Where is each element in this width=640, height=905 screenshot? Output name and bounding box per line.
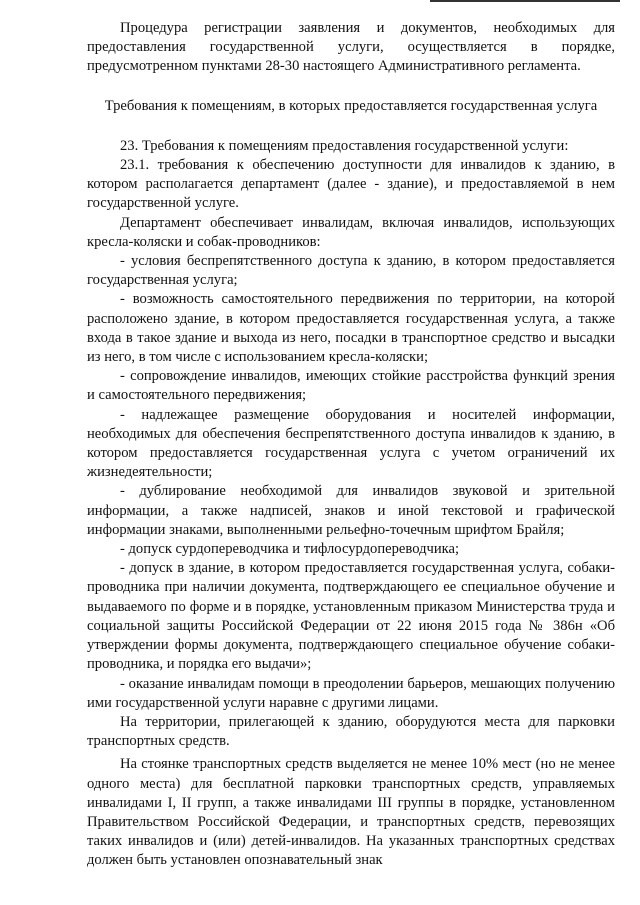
list-item-equipment-placement: - надлежащее размещение оборудования и носителей информации, необходимых для обеспечения беспрепятственного доступа инвалидов к зданию, в котором предоставляется государственная услуга с учетом ограничений их жизнедеятельности; [87, 406, 615, 481]
list-item-independent-movement: - возможность самостоятельного передвижения по территории, на которой расположено здание, в котором предоставляется государственная услуга, а также входа в такое здание и выхода из него, посадки в транспортное средство и высадки из него, в том числе с использованием кресла-коляски; [87, 291, 615, 366]
list-item-barrier-assistance: - оказание инвалидам помощи в преодолении барьеров, мешающих получению ими государственной услуги наравне с другими лицами. [87, 675, 615, 711]
list-item-access-conditions: - условия беспрепятственного доступа к зданию, в котором предоставляется государственная услуга; [87, 253, 615, 289]
paragraph-parking-places: На территории, прилегающей к зданию, оборудуются места для парковки транспортных средств. [87, 713, 615, 750]
paragraph-parking-quota: На стоянке транспортных средств выделяется не менее 10% мест (но не менее одного места) для бесплатной парковки транспортных средств, управляемых инвалидами I, II групп, а также инвалидами III группы в порядке, установленном Правительством Российской Федерации, и транспортных средств, перевозящих таких инвалидов и (или) детей-инвалидов. На указанных транспортных средствах должен быть установлен опознавательный знак [87, 756, 615, 869]
list-item-escort: - сопровождение инвалидов, имеющих стойкие расстройства функций зрения и самостоятельного передвижения; [87, 368, 615, 404]
paragraph-item-23: 23. Требования к помещениям предоставления государственной услуги: [120, 137, 569, 154]
list-item-information-duplication: - дублирование необходимой для инвалидов звуковой и зрительной информации, а также надписей, знаков и иной текстовой и графической информации знаками, выполненными рельефно-точечным шрифтом Брайля; [87, 483, 615, 538]
list-item-guide-dog-admission: - допуск в здание, в котором предоставляется государственная услуга, собаки-проводника при наличии документа, подтверждающего ее специальное обучение и выдаваемого по форме и в порядке, установленным приказом Министерства труда и социальной защиты Российской Федерации от 22 июня 2015 года № 386н «Об утверждении формы документа, подтверждающего специальное обучение собаки-проводника, и порядка его выдачи»; [87, 560, 615, 673]
paragraph-department-provides: Департамент обеспечивает инвалидам, включая инвалидов, использующих кресла-коляски и собак-проводников: [87, 214, 615, 250]
document-body [87, 19, 615, 871]
list-item-interpreter-admission: - допуск сурдопереводчика и тифлосурдопереводчика; [120, 541, 460, 558]
section-heading: Требования к помещениям, в которых предоставляется государственная услуга [104, 97, 598, 114]
paragraph-item-23-1: 23.1. требования к обеспечению доступности для инвалидов к зданию, в котором располагается департамент (далее - здание), и предоставляемой в нем государственной услуге. [87, 157, 615, 212]
paragraph-registration-procedure: Процедура регистрации заявления и документов, необходимых для предоставления государственной услуги, осуществляется в порядке, предусмотренном пунктами 28-30 настоящего Административного регламента. [87, 20, 615, 75]
scan-edge-mark [430, 0, 620, 2]
